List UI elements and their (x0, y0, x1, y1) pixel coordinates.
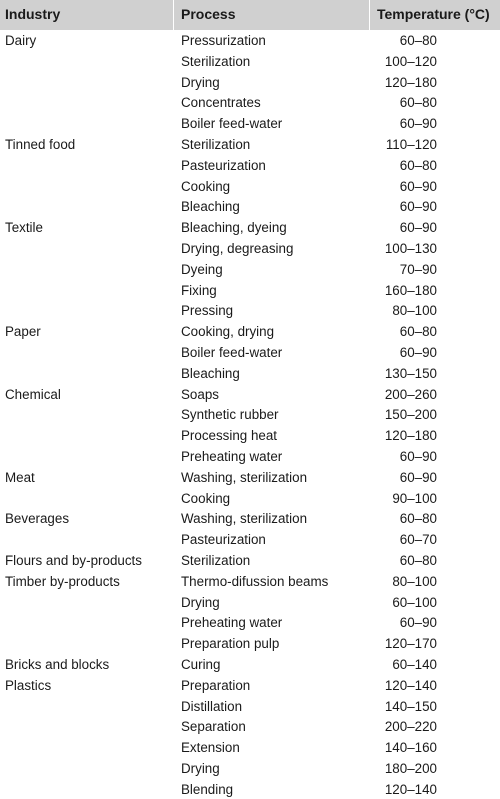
table-row (0, 758, 500, 779)
table-row (0, 488, 500, 509)
table-row (0, 571, 500, 592)
table-row (0, 529, 500, 550)
industry-column-header: Industry (5, 6, 61, 22)
temperature-cell: 60–80 (399, 552, 437, 568)
temperature-cell: 160–180 (384, 282, 437, 298)
process-cell: Pressurization (181, 33, 266, 48)
temperature-cell: 90–100 (392, 490, 437, 506)
industry-cell: Flours and by-products (5, 552, 142, 568)
table-row (0, 92, 500, 113)
temperature-cell: 60–140 (392, 656, 437, 672)
table-row (0, 446, 500, 467)
industry-cell: Paper (5, 324, 41, 340)
process-cell: Cooking (181, 490, 231, 506)
temperature-cell: 80–100 (392, 303, 437, 319)
table-row (0, 280, 500, 301)
temperature-cell: 60–90 (399, 178, 437, 194)
temperature-cell: 110–120 (385, 136, 437, 152)
temperature-cell: 60–70 (399, 532, 437, 548)
temperature-cell: 70–90 (399, 261, 437, 277)
table-row (0, 384, 500, 405)
table-row (0, 779, 500, 799)
process-cell: Washing, sterilization (181, 469, 308, 485)
industry-cell: Plastics (5, 677, 52, 693)
process-cell: Distillation (181, 698, 243, 714)
process-cell: Preparation (181, 677, 251, 693)
temperature-cell: 60–80 (399, 324, 437, 340)
table-row (0, 30, 500, 51)
process-cell: Synthetic rubber (181, 407, 279, 423)
temperature-cell: 120–140 (384, 677, 437, 693)
process-cell: Pressing (181, 303, 234, 319)
temperature-cell: 80–100 (392, 573, 437, 589)
process-cell: Thermo-difussion beams (181, 573, 329, 589)
table-row (0, 675, 500, 696)
process-cell: Extension (181, 740, 240, 756)
process-cell: Drying (181, 594, 220, 610)
process-cell: Drying (181, 74, 220, 90)
process-cell: Sterilization (181, 53, 251, 69)
temperature-column-header: Temperature (°C) (377, 6, 490, 22)
temperature-cell: 60–80 (399, 157, 437, 173)
process-cell: Soaps (181, 386, 219, 402)
table-row (0, 134, 500, 155)
industry-cell: Bricks and blocks (5, 656, 110, 672)
column-divider (369, 0, 370, 30)
industry-cell: Timber by-products (5, 573, 120, 589)
industry-cell: Meat (5, 469, 35, 485)
temperature-cell: 100–130 (384, 240, 437, 256)
industry-cell: Dairy (5, 33, 37, 48)
process-cell: Boiler feed-water (181, 116, 283, 132)
temperature-cell: 130–150 (384, 365, 437, 381)
temperature-cell: 200–260 (384, 386, 437, 402)
table-row (0, 300, 500, 321)
process-cell: Concentrates (181, 95, 261, 111)
process-cell: Drying (181, 760, 220, 776)
temperature-cell: 60–90 (399, 220, 437, 236)
process-cell: Cooking, drying (181, 324, 275, 340)
table-row (0, 404, 500, 425)
table-row (0, 363, 500, 384)
table-row (0, 321, 500, 342)
table-row (0, 342, 500, 363)
temperature-cell: 120–140 (384, 781, 437, 797)
table-row (0, 716, 500, 737)
table-row (0, 155, 500, 176)
table-row (0, 508, 500, 529)
process-cell: Sterilization (181, 552, 251, 568)
temperature-cell: 60–90 (399, 344, 437, 360)
table-row (0, 467, 500, 488)
process-cell: Bleaching, dyeing (181, 220, 287, 236)
process-cell: Dyeing (181, 261, 223, 277)
process-cell: Preheating water (181, 448, 283, 464)
temperature-cell: 60–80 (399, 33, 437, 48)
process-cell: Bleaching (181, 365, 240, 381)
temperature-cell: 180–200 (384, 760, 437, 776)
process-cell: Washing, sterilization (181, 511, 308, 527)
table-body (0, 30, 500, 799)
table-row (0, 737, 500, 758)
table-row (0, 425, 500, 446)
table-row (0, 633, 500, 654)
process-cell: Blending (181, 781, 234, 797)
table-row (0, 612, 500, 633)
process-cell: Separation (181, 719, 246, 735)
process-cell: Drying, degreasing (181, 240, 294, 256)
process-cell: Sterilization (181, 136, 251, 152)
table-row (0, 217, 500, 238)
column-divider (173, 0, 174, 30)
table-row (0, 51, 500, 72)
industry-cell: Textile (5, 220, 43, 236)
temperature-cell: 60–80 (399, 95, 437, 111)
process-cell: Preheating water (181, 615, 283, 631)
temperature-cell: 120–180 (384, 74, 437, 90)
process-cell: Pasteurization (181, 157, 266, 173)
temperature-cell: 60–100 (392, 594, 437, 610)
table-row (0, 259, 500, 280)
table-header (0, 0, 500, 30)
temperature-cell: 200–220 (384, 719, 437, 735)
temperature-cell: 100–120 (384, 53, 437, 69)
process-cell: Boiler feed-water (181, 344, 283, 360)
industry-cell: Beverages (5, 511, 70, 527)
table-row (0, 196, 500, 217)
temperature-cell: 60–90 (399, 199, 437, 215)
table-row (0, 696, 500, 717)
industry-cell: Chemical (5, 386, 61, 402)
temperature-cell: 120–170 (384, 636, 437, 652)
table-row (0, 238, 500, 259)
temperature-cell: 140–150 (384, 698, 437, 714)
industry-cell: Tinned food (5, 136, 76, 152)
temperature-cell: 140–160 (384, 740, 437, 756)
temperature-cell: 120–180 (384, 428, 437, 444)
table-row (0, 72, 500, 93)
process-cell: Preparation pulp (181, 636, 280, 652)
temperature-cell: 60–80 (399, 511, 437, 527)
table-row (0, 592, 500, 613)
temperature-cell: 60–90 (399, 615, 437, 631)
process-cell: Processing heat (181, 428, 278, 444)
process-cell: Fixing (181, 282, 217, 298)
process-cell: Pasteurization (181, 532, 266, 548)
process-cell: Bleaching (181, 199, 240, 215)
temperature-cell: 60–90 (399, 448, 437, 464)
temperature-cell: 60–90 (399, 116, 437, 132)
table-row (0, 176, 500, 197)
table-row (0, 113, 500, 134)
table-row (0, 550, 500, 571)
table-row (0, 654, 500, 675)
process-cell: Curing (181, 656, 221, 672)
temperature-cell: 60–90 (399, 469, 437, 485)
process-cell: Cooking (181, 178, 231, 194)
temperature-cell: 150–200 (384, 407, 437, 423)
process-column-header: Process (181, 6, 236, 22)
